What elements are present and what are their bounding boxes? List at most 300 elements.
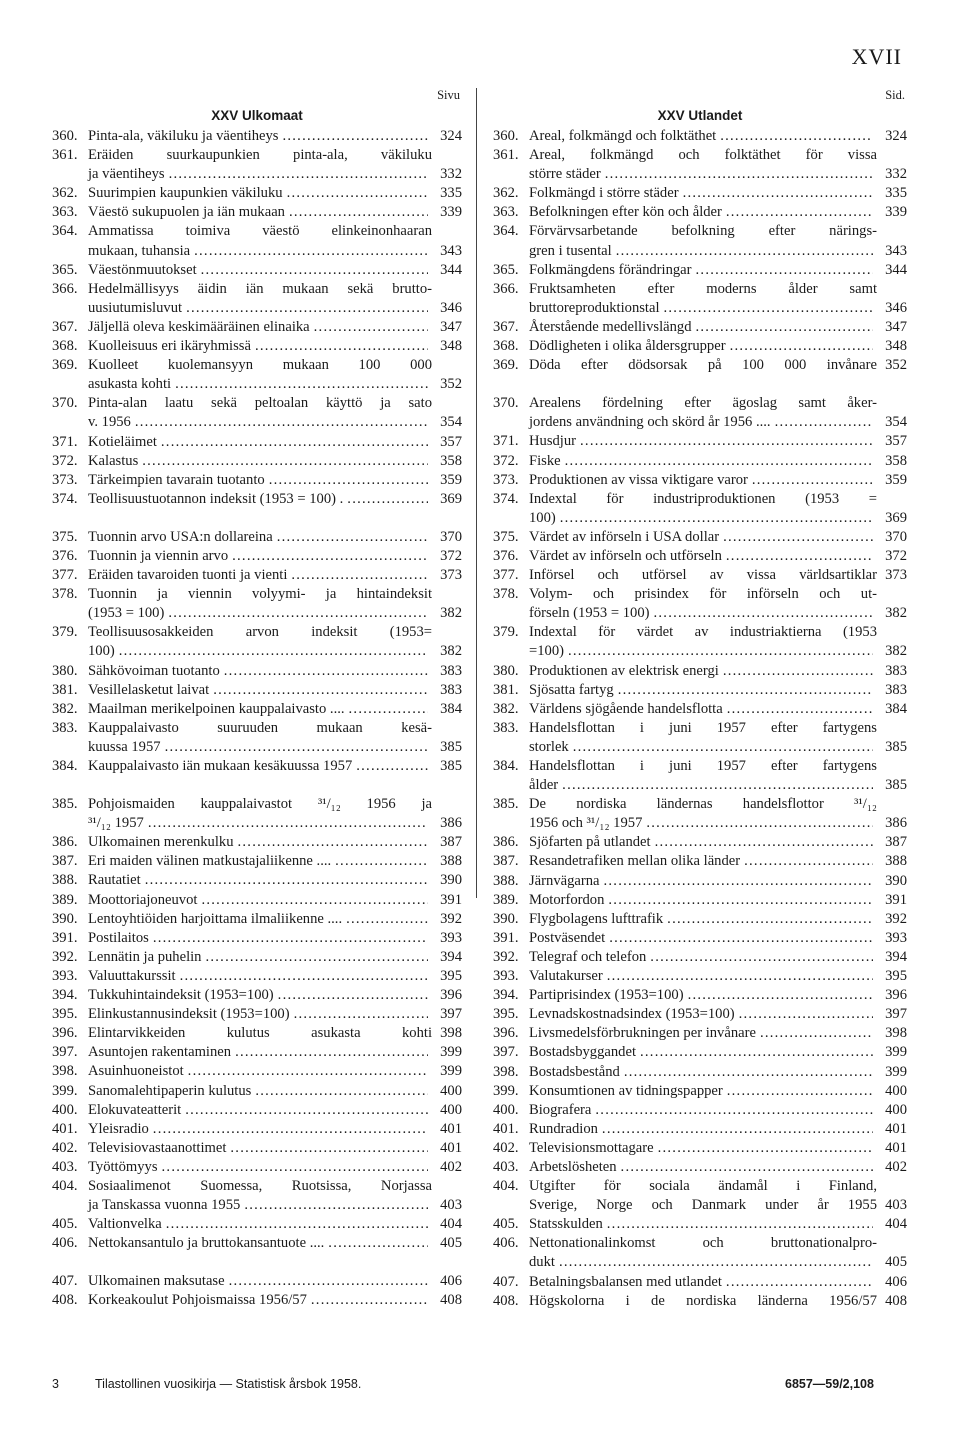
toc-entry-line bbox=[493, 299, 907, 318]
entry-title: asukasta kohti bbox=[88, 376, 172, 393]
toc-entry-line bbox=[493, 1063, 907, 1082]
entry-number: 389. bbox=[493, 891, 519, 908]
toc-entry-line bbox=[52, 642, 462, 661]
toc-entry-line bbox=[493, 146, 907, 165]
entry-page: 393 bbox=[440, 929, 462, 946]
entry-body bbox=[529, 948, 877, 967]
dot-leader bbox=[726, 1273, 873, 1292]
dot-leader bbox=[559, 1253, 873, 1272]
entry-page: 359 bbox=[440, 471, 462, 488]
entry-body bbox=[88, 547, 432, 566]
dot-leader bbox=[752, 471, 873, 490]
entry-title: Nettonationalinkomst och bruttonationalpro- bbox=[529, 1235, 877, 1252]
dot-leader bbox=[580, 432, 873, 451]
entry-number: 404. bbox=[52, 1177, 78, 1194]
entry-title: Maailman merikelpoinen kauppalaivasto .... bbox=[88, 700, 345, 717]
entry-number: 392. bbox=[493, 948, 519, 965]
entry-number: 377. bbox=[493, 567, 519, 584]
dot-leader bbox=[244, 1196, 428, 1215]
entry-title: Konsumtionen av tidningspapper bbox=[529, 1082, 723, 1099]
toc-entry-line bbox=[493, 910, 907, 929]
entry-body bbox=[88, 471, 432, 490]
entry-title: ja Tanskassa vuonna 1955 bbox=[88, 1197, 241, 1214]
entry-body bbox=[88, 1215, 432, 1234]
entry-title: Produktionen av elektrisk energi bbox=[529, 662, 719, 679]
toc-entry-line bbox=[493, 165, 907, 184]
entry-title: Livsmedelsförbrukningen per invånare bbox=[529, 1025, 756, 1042]
dot-leader bbox=[287, 184, 428, 203]
entry-page: 385 bbox=[440, 758, 462, 774]
entry-title: dukt bbox=[529, 1254, 555, 1271]
entry-number: 383. bbox=[493, 719, 519, 736]
entry-number: 371. bbox=[493, 433, 519, 450]
entry-title: kuussa 1957 bbox=[88, 738, 161, 755]
entry-title: uusiutumisluvut bbox=[88, 299, 183, 316]
entry-page: 397 bbox=[440, 1006, 462, 1023]
entry-title: Handelsflottan i juni 1957 efter fartygens bbox=[529, 758, 877, 774]
entry-body bbox=[529, 280, 877, 299]
entry-title: Kalastus bbox=[88, 452, 139, 469]
toc-entry-line bbox=[52, 1024, 462, 1043]
toc-entry-line bbox=[493, 1024, 907, 1043]
entry-title: Värdet av införseln och utförseln bbox=[529, 547, 722, 564]
entry-page: 405 bbox=[440, 1235, 462, 1252]
entry-page: 395 bbox=[885, 968, 907, 985]
dot-leader bbox=[565, 452, 873, 471]
toc-entry-line bbox=[493, 967, 907, 986]
entry-body bbox=[88, 1024, 432, 1043]
entry-page: 400 bbox=[440, 1101, 462, 1118]
toc-entry-line bbox=[52, 1082, 462, 1101]
entry-body bbox=[88, 1196, 432, 1215]
entry-number: 392. bbox=[52, 948, 78, 965]
dot-leader bbox=[683, 184, 873, 203]
entry-body bbox=[529, 394, 877, 413]
entry-number: 396. bbox=[493, 1025, 519, 1042]
toc-entry-line bbox=[52, 471, 462, 490]
entry-number: 370. bbox=[52, 395, 78, 412]
entry-body bbox=[529, 490, 877, 509]
dot-leader bbox=[650, 948, 873, 967]
dot-leader bbox=[560, 509, 873, 528]
entry-body bbox=[88, 1177, 432, 1196]
entry-page: 344 bbox=[440, 261, 462, 278]
entry-title: mukaan, tuhansia bbox=[88, 242, 191, 259]
entry-body bbox=[88, 871, 432, 890]
entry-title: Pinta-alan laatu sekä peltoalan käyttö ja sato bbox=[88, 395, 432, 412]
entry-title: Sähkövoiman tuotanto bbox=[88, 662, 220, 679]
entry-page: 354 bbox=[440, 414, 462, 431]
entry-page: 352 bbox=[885, 357, 907, 374]
dot-leader bbox=[255, 337, 428, 356]
entry-number: 391. bbox=[52, 929, 78, 946]
dot-leader bbox=[640, 1043, 873, 1062]
dot-leader bbox=[618, 681, 873, 700]
entry-title: Betalningsbalansen med utlandet bbox=[529, 1273, 722, 1290]
entry-body bbox=[529, 585, 877, 604]
entry-body bbox=[529, 452, 877, 471]
entry-title: Areal, folkmängd och folktäthet för vissa bbox=[529, 147, 877, 164]
entry-number: 386. bbox=[52, 834, 78, 851]
entry-page: 339 bbox=[440, 204, 462, 221]
entry-page: 394 bbox=[440, 948, 462, 965]
entry-title: Döda efter dödsorsak på 100 000 invånare bbox=[529, 357, 877, 374]
entry-number: 363. bbox=[493, 204, 519, 221]
toc-entry-line bbox=[493, 1043, 907, 1062]
toc-entry-line bbox=[52, 967, 462, 986]
entry-number: 400. bbox=[493, 1101, 519, 1118]
toc-entry-line bbox=[52, 184, 462, 203]
toc-entry-line bbox=[52, 299, 462, 318]
entry-page: 396 bbox=[885, 987, 907, 1004]
entry-title: Världens sjögående handelsflotta bbox=[529, 700, 723, 717]
entry-title: storlek bbox=[529, 738, 569, 755]
dot-leader bbox=[595, 1101, 873, 1120]
entry-body bbox=[88, 986, 432, 1005]
dot-leader bbox=[289, 203, 428, 222]
entry-number: 362. bbox=[52, 185, 78, 202]
entry-body bbox=[88, 1101, 432, 1120]
entry-number: 393. bbox=[493, 968, 519, 985]
entry-body bbox=[529, 1196, 877, 1215]
dot-leader bbox=[314, 318, 428, 337]
entry-title: Produktionen av vissa viktigare varor bbox=[529, 471, 748, 488]
entry-body bbox=[529, 242, 877, 261]
entry-page: 383 bbox=[440, 681, 462, 698]
entry-body bbox=[529, 623, 877, 642]
entry-title: ³¹/₁₂ 1957 bbox=[88, 815, 144, 832]
entry-title: Valutakurser bbox=[529, 968, 603, 985]
entry-page: 384 bbox=[885, 700, 907, 717]
entry-title: Moottoriajoneuvot bbox=[88, 891, 198, 908]
dot-leader bbox=[235, 1043, 428, 1062]
entry-body bbox=[88, 165, 432, 184]
entry-page: 404 bbox=[885, 1216, 907, 1233]
entry-page: 398 bbox=[885, 1025, 907, 1042]
entry-body bbox=[88, 203, 432, 222]
entry-number: 375. bbox=[493, 528, 519, 545]
entry-number: 389. bbox=[52, 891, 78, 908]
toc-entry-line bbox=[52, 547, 462, 566]
entry-number: 364. bbox=[52, 223, 78, 240]
entry-page: 335 bbox=[885, 185, 907, 202]
dot-leader bbox=[277, 528, 428, 547]
entry-page: 387 bbox=[885, 834, 907, 851]
entry-page: 396 bbox=[440, 987, 462, 1004]
entry-page: 347 bbox=[885, 318, 907, 335]
toc-entry-line bbox=[52, 375, 462, 394]
entry-title: Väestö sukupuolen ja iän mukaan bbox=[88, 204, 285, 221]
entry-title: Bostadsbestånd bbox=[529, 1063, 620, 1080]
entry-title: Valuuttakurssit bbox=[88, 967, 176, 984]
dot-leader bbox=[335, 852, 428, 871]
toc-entry-line bbox=[493, 1120, 907, 1139]
entry-body bbox=[88, 146, 432, 165]
entry-title: Sjöfarten på utlandet bbox=[529, 834, 651, 851]
entry-number: 365. bbox=[493, 261, 519, 278]
entry-number: 402. bbox=[52, 1139, 78, 1156]
entry-body bbox=[88, 222, 432, 241]
entry-body bbox=[529, 738, 877, 757]
entry-title: Dödligheten i olika åldersgrupper bbox=[529, 338, 726, 355]
entry-title: Flygbolagens lufttrafik bbox=[529, 910, 664, 927]
entry-body bbox=[529, 1101, 877, 1120]
entry-body bbox=[529, 146, 877, 165]
entry-body bbox=[88, 681, 432, 700]
dot-leader bbox=[658, 1139, 873, 1158]
dot-leader bbox=[311, 1291, 428, 1310]
toc-entry-line bbox=[493, 757, 907, 776]
entry-title: ålder bbox=[529, 777, 559, 794]
toc-entry-line bbox=[493, 1177, 907, 1196]
toc-entry-line bbox=[52, 1005, 462, 1024]
toc-entry-line bbox=[52, 929, 462, 948]
toc-entry-line bbox=[52, 413, 462, 432]
entry-body bbox=[529, 1120, 877, 1139]
entry-page: 372 bbox=[440, 547, 462, 564]
dot-leader bbox=[148, 814, 428, 833]
entry-body bbox=[529, 986, 877, 1005]
toc-entry-line bbox=[52, 585, 462, 604]
entry-title: Telegraf och telefon bbox=[529, 948, 647, 965]
entry-number: 386. bbox=[493, 834, 519, 851]
entry-page: 382 bbox=[885, 605, 907, 622]
entry-body bbox=[529, 1063, 877, 1082]
entry-page: 348 bbox=[440, 338, 462, 355]
dot-leader bbox=[667, 910, 873, 929]
toc-entry-line bbox=[493, 261, 907, 280]
entry-title: Arealens fördelning efter ägoslag samt åker- bbox=[529, 395, 877, 412]
entry-number: 385. bbox=[52, 796, 78, 813]
dot-leader bbox=[646, 814, 873, 833]
dot-leader bbox=[723, 662, 873, 681]
entry-page: 373 bbox=[885, 567, 907, 584]
dot-leader bbox=[624, 1063, 873, 1082]
dot-leader bbox=[282, 127, 428, 146]
toc-entry-line bbox=[52, 719, 462, 738]
toc-entry-line bbox=[493, 662, 907, 681]
toc-entry-line bbox=[493, 833, 907, 852]
entry-body bbox=[88, 1120, 432, 1139]
entry-body bbox=[88, 375, 432, 394]
entry-page: 385 bbox=[885, 738, 907, 755]
dot-leader bbox=[609, 929, 873, 948]
entry-page: 399 bbox=[885, 1044, 907, 1061]
entry-body bbox=[529, 1234, 877, 1253]
entry-body bbox=[88, 394, 432, 413]
toc-entry-line bbox=[52, 222, 462, 241]
entry-body bbox=[88, 795, 432, 814]
entry-body bbox=[529, 1215, 877, 1234]
entry-title: Indextal för industriproduktionen (1953 = bbox=[529, 490, 877, 507]
dot-leader bbox=[153, 929, 428, 948]
toc-entry-line bbox=[52, 280, 462, 299]
entry-page: 385 bbox=[885, 777, 907, 794]
toc-entry-line bbox=[493, 222, 907, 241]
entry-page: 386 bbox=[440, 815, 462, 832]
dot-leader bbox=[349, 700, 428, 719]
entry-number: 408. bbox=[52, 1292, 78, 1309]
entry-page: 332 bbox=[440, 166, 462, 183]
toc-entry-line bbox=[52, 242, 462, 261]
entry-page: 383 bbox=[885, 662, 907, 679]
entry-body bbox=[529, 1158, 877, 1177]
entry-body bbox=[529, 547, 877, 566]
dot-leader bbox=[696, 318, 873, 337]
entry-page: 391 bbox=[440, 891, 462, 908]
entry-page: 369 bbox=[440, 490, 462, 507]
entry-title: Husdjur bbox=[529, 433, 577, 450]
entry-page: 399 bbox=[440, 1063, 462, 1080]
entry-number: 378. bbox=[493, 586, 519, 603]
toc-entry-line bbox=[52, 337, 462, 356]
entry-number: 403. bbox=[493, 1158, 519, 1175]
entry-number: 361. bbox=[52, 147, 78, 164]
entry-title: Tuonnin ja viennin arvo bbox=[88, 547, 229, 564]
entry-number: 383. bbox=[52, 719, 78, 736]
entry-number: 366. bbox=[52, 280, 78, 297]
entry-title: Arbetslösheten bbox=[529, 1158, 617, 1175]
dot-leader bbox=[161, 433, 428, 452]
entry-number: 396. bbox=[52, 1025, 78, 1042]
dot-leader bbox=[775, 413, 873, 432]
sheet-number: 3 bbox=[52, 1377, 59, 1391]
entry-page: 343 bbox=[885, 242, 907, 259]
toc-entry-line bbox=[52, 1215, 462, 1234]
entry-body bbox=[529, 356, 877, 375]
entry-title: gren i tusental bbox=[529, 242, 612, 259]
toc-entry-line bbox=[493, 452, 907, 471]
entry-page: 324 bbox=[440, 128, 462, 144]
entry-number: 376. bbox=[52, 547, 78, 564]
entry-title: Pohjoismaiden kauppalaivastot ³¹/₁₂ 1956 ja bbox=[88, 796, 432, 813]
entry-page: 373 bbox=[440, 567, 462, 584]
entry-body bbox=[88, 1005, 432, 1024]
section-title: XXV Utlandet bbox=[657, 108, 743, 123]
group-spacer bbox=[493, 375, 907, 394]
entry-page: 401 bbox=[885, 1120, 907, 1137]
dot-leader bbox=[201, 261, 428, 280]
toc-entry-line bbox=[493, 1292, 907, 1311]
entry-body bbox=[529, 642, 877, 661]
entry-title: Motorfordon bbox=[529, 891, 605, 908]
entry-title: Fiske bbox=[529, 452, 561, 469]
entry-number: 405. bbox=[52, 1216, 78, 1233]
entry-number: 388. bbox=[52, 872, 78, 889]
entry-title: Rautatiet bbox=[88, 872, 141, 889]
entry-title: Yleisradio bbox=[88, 1120, 149, 1137]
entry-body bbox=[529, 1043, 877, 1062]
toc-entry-line bbox=[52, 795, 462, 814]
dot-leader bbox=[726, 547, 873, 566]
dot-leader bbox=[153, 1120, 428, 1139]
entry-body bbox=[88, 1139, 432, 1158]
entry-title: Kotieläimet bbox=[88, 433, 157, 450]
entry-title: Sverige, Norge och Danmark under år 1955 bbox=[529, 1197, 877, 1214]
entry-body bbox=[529, 184, 877, 203]
entry-body bbox=[529, 261, 877, 280]
print-code: 6857—59/2,108 bbox=[785, 1377, 874, 1391]
dot-leader bbox=[347, 490, 428, 509]
entry-number: 384. bbox=[493, 758, 519, 774]
toc-entry-line bbox=[493, 1253, 907, 1272]
entry-body bbox=[529, 814, 877, 833]
dot-leader bbox=[142, 452, 428, 471]
entry-number: 398. bbox=[493, 1063, 519, 1080]
dot-leader bbox=[238, 833, 429, 852]
entry-number: 402. bbox=[493, 1139, 519, 1156]
entry-number: 361. bbox=[493, 147, 519, 164]
entry-body bbox=[529, 700, 877, 719]
entry-page: 370 bbox=[885, 528, 907, 545]
toc-entry-line bbox=[52, 1101, 462, 1120]
dot-leader bbox=[664, 299, 873, 318]
entry-title: 1956 och ³¹/₁₂ 1957 bbox=[529, 815, 643, 832]
entry-body bbox=[529, 776, 877, 795]
entry-number: 399. bbox=[493, 1082, 519, 1099]
toc-entry-line bbox=[493, 642, 907, 661]
toc-entry-line bbox=[52, 1120, 462, 1139]
entry-body bbox=[88, 814, 432, 833]
toc-entry-line bbox=[52, 871, 462, 890]
entry-number: 364. bbox=[493, 223, 519, 240]
toc-entry-line bbox=[52, 757, 462, 776]
entry-number: 387. bbox=[493, 853, 519, 870]
entry-body bbox=[88, 642, 432, 661]
toc-entry-line bbox=[493, 852, 907, 871]
entry-page: 348 bbox=[885, 338, 907, 355]
entry-number: 398. bbox=[52, 1063, 78, 1080]
entry-title: Elinkustannusindeksit (1953=100) bbox=[88, 1006, 290, 1023]
toc-entry-line bbox=[52, 814, 462, 833]
entry-body bbox=[529, 528, 877, 547]
dot-leader bbox=[562, 776, 873, 795]
entry-number: 360. bbox=[493, 128, 519, 144]
entry-page: 384 bbox=[440, 700, 462, 717]
dot-leader bbox=[213, 681, 428, 700]
entry-page: 372 bbox=[885, 547, 907, 564]
entry-title: Eri maiden välinen matkustajaliikenne .... bbox=[88, 853, 332, 870]
toc-entry-line bbox=[493, 432, 907, 451]
entry-number: 373. bbox=[493, 471, 519, 488]
entry-number: 390. bbox=[493, 910, 519, 927]
entry-title: Pinta-ala, väkiluku ja väentiheys bbox=[88, 128, 279, 144]
entry-number: 394. bbox=[52, 987, 78, 1004]
entry-body bbox=[529, 413, 877, 432]
entry-number: 400. bbox=[52, 1101, 78, 1118]
entry-body bbox=[88, 1158, 432, 1177]
entry-body bbox=[529, 222, 877, 241]
entry-title: Högskolorna i de nordiska länderna 1956/57 bbox=[529, 1292, 877, 1309]
entry-body bbox=[529, 471, 877, 490]
entry-page: 382 bbox=[440, 643, 462, 660]
entry-title: Elokuvateatterit bbox=[88, 1101, 182, 1118]
entry-number: 382. bbox=[52, 700, 78, 717]
toc-entry-line bbox=[52, 1158, 462, 1177]
dot-leader bbox=[607, 1215, 873, 1234]
entry-title: De nordiska ländernas handelsflottor ³¹/₁₂ bbox=[529, 796, 877, 813]
toc-entry-line bbox=[52, 738, 462, 757]
dot-leader bbox=[688, 986, 873, 1005]
group-spacer bbox=[52, 776, 462, 795]
page-column-label: Sid. bbox=[885, 88, 905, 102]
entry-title: Kuolleet kuolemansyyn mukaan 100 000 bbox=[88, 357, 432, 374]
entry-title: (1953 = 100) bbox=[88, 605, 165, 622]
entry-body bbox=[88, 948, 432, 967]
entry-body bbox=[88, 1291, 432, 1310]
column-header bbox=[493, 86, 907, 123]
entry-number: 395. bbox=[52, 1006, 78, 1023]
